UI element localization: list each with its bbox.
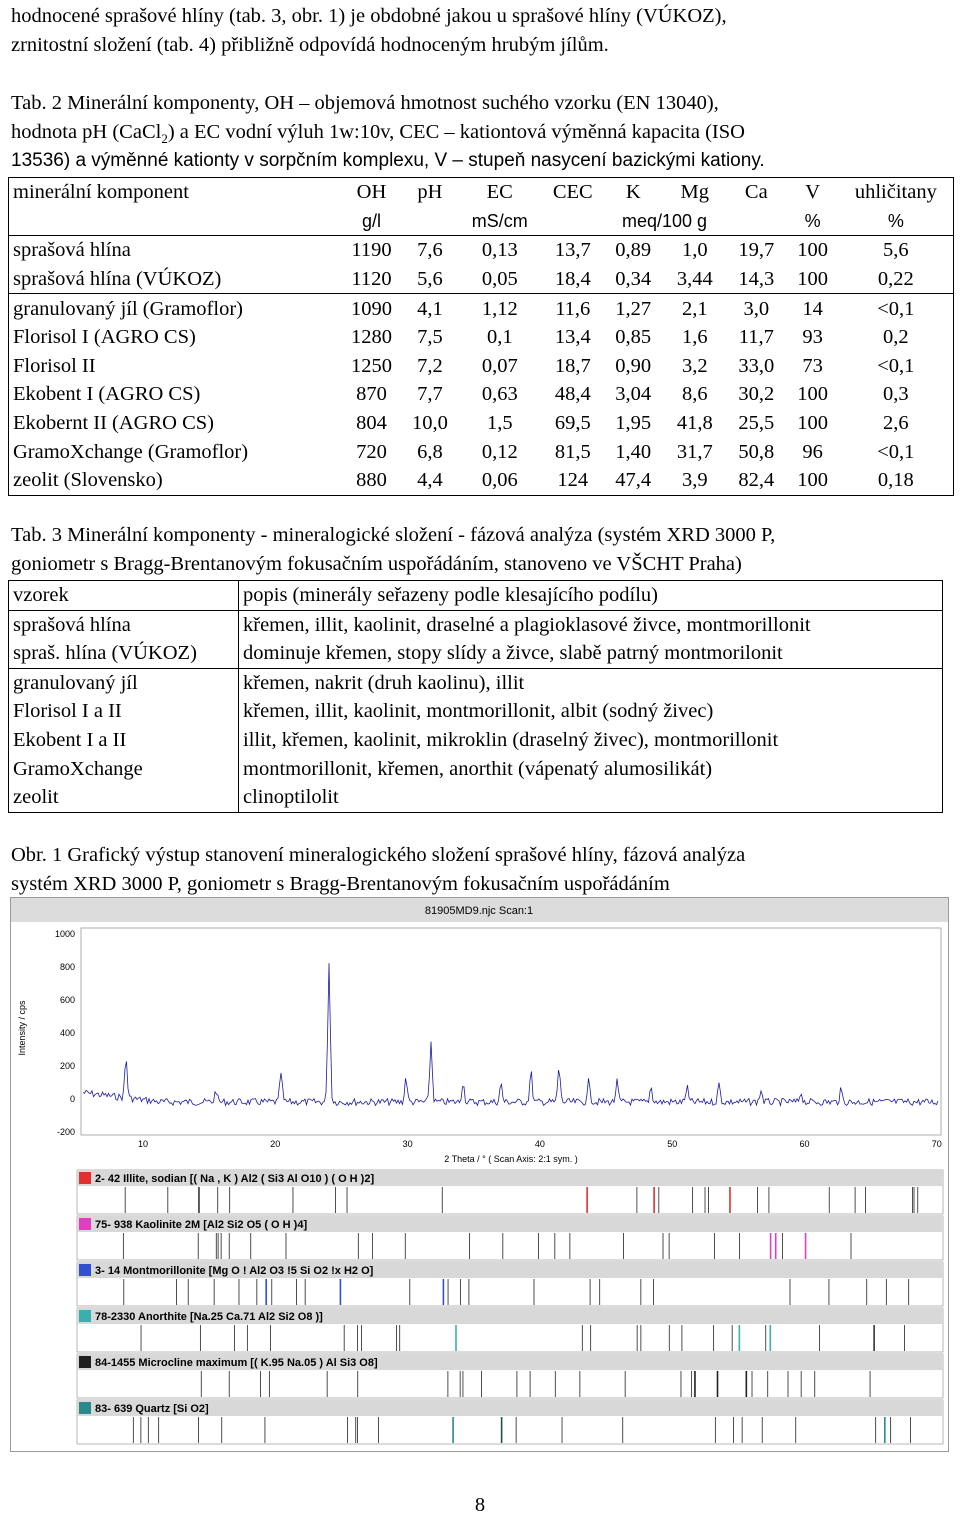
table3-sample: spraš. hlína (VÚKOZ): [13, 642, 197, 665]
table2-header: V: [805, 181, 821, 204]
table2-cell: 0,18: [877, 469, 914, 492]
table2-cell: 3,2: [681, 354, 708, 377]
table2-cell: 0,13: [457, 236, 543, 265]
table2-cell: 33,0: [738, 354, 775, 377]
table2-row: [9, 323, 954, 352]
table2-header: OH: [356, 181, 387, 204]
xrd-phase-swatch: [79, 1356, 91, 1368]
table2-cell: 81,5: [554, 440, 591, 463]
table2-caption-line3: 13536) a výměnné kationty v sorpčním komplexu, V – stupeň nasycení bazickými kationy.: [11, 150, 765, 171]
table2-cell: 50,8: [738, 440, 775, 463]
table2-cell: 0,89: [603, 236, 663, 265]
table2-header: EC: [486, 181, 513, 204]
table2-cell: 4,4: [417, 469, 443, 492]
table2-cell: 100: [797, 268, 828, 291]
xrd-y-label: Intensity / cps: [17, 1000, 27, 1056]
xrd-phase-swatch: [79, 1172, 91, 1184]
table2-cell: 6,8: [417, 440, 443, 463]
table3-desc: illit, křemen, kaolinit, mikroklin (draselný živec), montmorillonit: [243, 728, 779, 751]
table2-cell: 2,6: [883, 412, 909, 435]
table3-desc: clinoptilolit: [243, 786, 339, 809]
table2-unit: %: [804, 210, 821, 231]
table2-cell: 11,7: [738, 326, 774, 349]
table2-row: [9, 265, 954, 294]
table2-cell: 18,4: [554, 268, 591, 291]
table3-desc: montmorillonit, křemen, anorthit (vápenatý alumosilikát): [243, 757, 713, 780]
table2-header: pH: [417, 181, 443, 204]
xrd-phase-label: 83- 639 Quartz [Si O2]: [95, 1403, 209, 1415]
page-number: 8: [474, 1494, 486, 1516]
table3-sample: sprašová hlína: [13, 613, 131, 636]
table2-cell: 1190: [340, 236, 403, 265]
table3-desc: křemen, illit, kaolinit, montmorillonit, albit (sodný živec): [243, 700, 714, 723]
table2-cell: 11,6: [543, 294, 603, 323]
table2-cell: 0,2: [883, 326, 909, 349]
table2-cell: 93: [802, 326, 823, 349]
table3-sample: zeolit: [13, 786, 59, 809]
xrd-phase-swatch: [79, 1310, 91, 1322]
table2-row: [9, 466, 954, 495]
table2-cell: 31,7: [676, 440, 713, 463]
table2-row: [9, 437, 954, 466]
xrd-figure: [10, 897, 949, 1452]
xrd-x-tick: 20: [270, 1139, 281, 1149]
table3-header-row: [9, 581, 943, 611]
table2-cell: 1,40: [615, 440, 652, 463]
table2-cell: 14: [787, 294, 839, 323]
table3-sample: Ekobent I a II: [13, 728, 127, 751]
table2-cell: 10,0: [411, 412, 448, 435]
table2-units-row: [9, 207, 954, 236]
table2-row-label: GramoXchange (Gramoflor): [13, 440, 249, 463]
table2-cell: <0,1: [839, 294, 954, 323]
table2-caption: [11, 89, 948, 118]
xrd-y-tick: 200: [59, 1061, 75, 1071]
table2-cell: 69,5: [554, 412, 591, 435]
table2-unit: mS/cm: [471, 210, 528, 231]
table2-header: minerální komponent: [13, 181, 189, 204]
table2-cell: 48,4: [554, 383, 591, 406]
table2-cell: 870: [356, 383, 387, 406]
xrd-x-tick: 10: [137, 1139, 149, 1149]
intro-line-1: hodnocené sprašové hlíny (tab. 3, obr. 1) je obdobné jakou u sprašové hlíny (VÚKOZ),: [11, 5, 727, 27]
table2-cell: 96: [802, 440, 823, 463]
xrd-y-tick: 0: [69, 1094, 75, 1104]
table2-cell: 5,6: [839, 236, 954, 265]
xrd-x-tick: 50: [667, 1139, 678, 1149]
table2-cell: 5,6: [417, 268, 443, 291]
table2-cell: 0,34: [615, 268, 652, 291]
table3-caption-line1: Tab. 3 Minerální komponenty - mineralogické složení - fázová analýza (systém XRD 3000 P,: [11, 524, 776, 546]
xrd-phase-swatch: [79, 1218, 91, 1230]
table2-header: CEC: [552, 181, 593, 204]
xrd-phase-label: 75- 938 Kaolinite 2M [Al2 Si2 O5 ( O H )4]: [95, 1219, 308, 1231]
table3-sample: GramoXchange: [13, 757, 143, 780]
table2-cell: 1120: [351, 268, 392, 291]
table2-cell: 1,95: [615, 412, 652, 435]
table2-cell: 25,5: [738, 412, 775, 435]
table2-cell: 804: [356, 412, 387, 435]
figure-caption-line2: systém XRD 3000 P, goniometr s Bragg-Brentanovým fokusačním uspořádáním: [11, 873, 670, 895]
table2-cell: 0,3: [883, 383, 909, 406]
table2-unit: %: [887, 210, 904, 231]
table2-row-label: zeolit (Slovensko): [13, 469, 163, 492]
table2-header: Mg: [680, 181, 710, 204]
table2-row-label: sprašová hlína (VÚKOZ): [13, 268, 222, 291]
table2-cell: 0,1: [486, 326, 513, 349]
table2-cell: 1090: [340, 294, 403, 323]
xrd-x-axis: [138, 1139, 942, 1149]
table2-cell: 0,07: [481, 354, 518, 377]
table2-caption-line2: hodnota pH (CaCl$_2$) a EC vodní výluh 1w:10v, CEC – kationtová výměnná kapacita (ISO: [11, 121, 745, 147]
xrd-y-tick: -200: [56, 1127, 75, 1137]
xrd-x-tick: 70: [931, 1139, 942, 1149]
table2-unit: meq/100 g: [622, 210, 708, 231]
xrd-phase-label: 78-2330 Anorthite [Na.25 Ca.71 Al2 Si2 O8 )]: [95, 1311, 323, 1323]
table2-cell: 100: [797, 469, 828, 492]
table2-cell: 82,4: [738, 469, 775, 492]
table2-cell: 0,22: [877, 268, 914, 291]
table3-desc: křemen, illit, kaolinit, draselné a plagioklasové živce, montmorillonit: [243, 613, 811, 636]
xrd-phase-label: 3- 14 Montmorillonite [Mg O ! Al2 O3 !5 Si O2 !x H2 O]: [95, 1265, 374, 1277]
table3-header-left: vzorek: [9, 581, 239, 611]
table2-cell: <0,1: [877, 354, 915, 377]
table2-cell: 4,1: [403, 294, 457, 323]
table2-cell: 8,6: [681, 383, 708, 406]
table2-header: Ca: [744, 181, 768, 204]
table2-cell: 30,2: [738, 383, 775, 406]
table2-cell: 3,0: [726, 294, 786, 323]
table2-cell: 124: [557, 469, 589, 492]
table2-row: [9, 409, 954, 438]
table3-caption-line2: goniometr s Bragg-Brentanovým fokusačním uspořádáním, stanoveno ve VŠCHT Praha): [11, 553, 742, 575]
xrd-y-axis: [55, 929, 75, 1137]
xrd-x-tick: 40: [534, 1139, 545, 1149]
table2-cell: 100: [787, 236, 839, 265]
table2-header: K: [625, 181, 641, 204]
xrd-phase-label: 84-1455 Microcline maximum [( K.95 Na.05 ) Al Si3 O8]: [95, 1357, 378, 1369]
table2-cell: 7,2: [417, 354, 443, 377]
table3-sample: granulovaný jíl: [13, 671, 138, 694]
xrd-phase-label: 2- 42 Illite, sodian [( Na , K ) Al2 ( Si3 Al O10 ) ( O H )2]: [95, 1173, 375, 1185]
table3-sample: Florisol I a II: [13, 700, 122, 723]
xrd-phase-swatch: [79, 1264, 91, 1276]
table2-unit: g/l: [361, 210, 381, 231]
table2-cell: 7,7: [417, 383, 443, 406]
table2-caption-prefix: Tab.: [11, 92, 47, 114]
table2-cell: 7,6: [403, 236, 457, 265]
intro-line-2: zrnitostní složení (tab. 4) přibližně odpovídá hodnoceným hrubým jílům.: [11, 34, 609, 56]
table2-cell: 13,7: [543, 236, 603, 265]
table2-cell: 18,7: [554, 354, 591, 377]
table2-row: [9, 236, 954, 265]
table2-cell: 1,12: [457, 294, 543, 323]
table2-row-label: Florisol II: [13, 354, 96, 377]
xrd-y-tick: 600: [59, 995, 75, 1005]
table2-cell: 720: [356, 440, 387, 463]
table2-cell: 3,9: [681, 469, 708, 492]
table2-cell: 100: [797, 383, 828, 406]
table2-cell: 100: [797, 412, 828, 435]
table2-row: [9, 380, 954, 409]
table2-cell: 1,27: [603, 294, 663, 323]
table2-cell: 2,1: [663, 294, 726, 323]
table2-cell: 13,4: [554, 326, 591, 349]
table2-row-label: Florisol I (AGRO CS): [13, 326, 196, 349]
table2: [8, 177, 954, 496]
table2-row: [9, 294, 954, 323]
table2-cell: 1280: [350, 326, 392, 349]
table2-cell: 0,85: [615, 326, 652, 349]
table2-row-label: Ekobernt II (AGRO CS): [13, 412, 214, 435]
table2-cell: 7,5: [417, 326, 443, 349]
xrd-plot-title: 81905MD9.njc Scan:1: [424, 905, 534, 917]
table2-cell: 73: [802, 354, 823, 377]
table2-cell: 880: [356, 469, 387, 492]
table2-cell: 14,3: [738, 268, 775, 291]
table2-row-label: sprašová hlína: [9, 236, 341, 265]
table2-cell: 0,90: [615, 354, 652, 377]
table2-cell: 1,0: [663, 236, 726, 265]
table3-desc: křemen, nakrit (druh kaolinu), illit: [243, 671, 525, 694]
table2-cell: <0,1: [877, 440, 915, 463]
table2-row-label: granulovaný jíl (Gramoflor): [9, 294, 341, 323]
table2-cell: 41,8: [676, 412, 713, 435]
xrd-x-tick: 30: [402, 1139, 413, 1149]
table2-cell: 0,05: [481, 268, 518, 291]
xrd-y-tick: 400: [59, 1028, 75, 1038]
table2-cell: 0,12: [481, 440, 518, 463]
xrd-y-tick: 800: [59, 962, 75, 972]
table2-header: uhličitany: [854, 181, 937, 204]
table2-cell: 3,04: [615, 383, 652, 406]
table2-header-row: [9, 178, 954, 207]
table2-cell: 0,06: [481, 469, 518, 492]
xrd-figure-svg: [11, 898, 948, 1451]
xrd-phase-swatch: [79, 1402, 91, 1414]
table2-row: [9, 352, 954, 381]
table2-cell: 1,6: [681, 326, 708, 349]
xrd-y-tick: 1000: [54, 929, 75, 939]
table2-caption-line1: 2 Minerální komponenty, OH – objemová hmotnost suchého vzorku (EN 13040),: [51, 92, 719, 114]
table3-desc: dominuje křemen, stopy slídy a živce, slabě patrný montmorilonit: [243, 642, 783, 665]
xrd-phase-panels: [77, 1170, 943, 1444]
xrd-x-label: 2 Theta / ° ( Scan Axis: 2:1 sym. ): [444, 1154, 578, 1164]
table2-cell: 3,44: [676, 268, 713, 291]
xrd-x-tick: 60: [799, 1139, 810, 1149]
table3-header-right: popis (minerály seřazeny podle klesajícího podílu): [239, 581, 943, 611]
table2-cell: 19,7: [726, 236, 786, 265]
table2-cell: 1250: [350, 354, 392, 377]
table2-cell: 47,4: [615, 469, 652, 492]
table2-cell: 1,5: [486, 412, 513, 435]
table2-row-label: Ekobent I (AGRO CS): [13, 383, 201, 406]
figure-caption-line1: Obr. 1 Grafický výstup stanovení mineralogického složení sprašové hlíny, fázová analýza: [11, 844, 746, 866]
table3: [8, 580, 943, 813]
table2-cell: 0,63: [481, 383, 518, 406]
